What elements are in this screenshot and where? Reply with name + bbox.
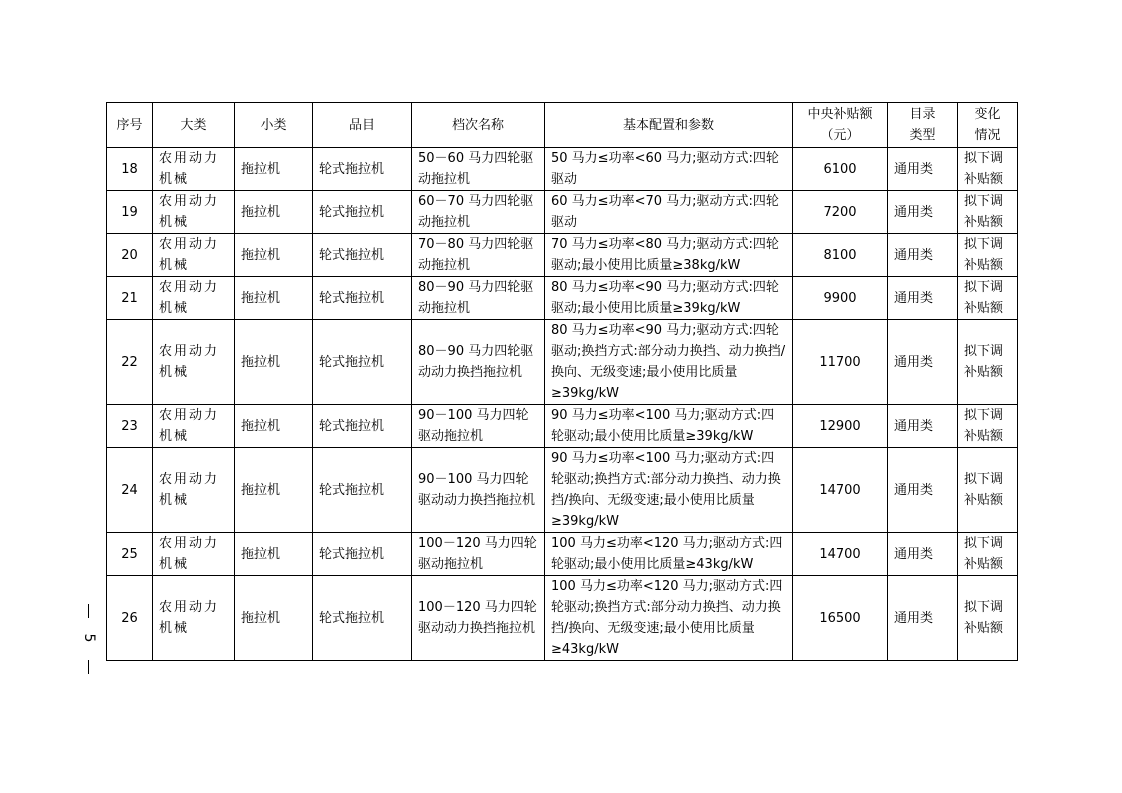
- cell-minor: 拖拉机: [235, 320, 313, 405]
- table-row: [107, 234, 1018, 277]
- header-change: [958, 103, 1018, 148]
- cell-seq: 21: [107, 277, 153, 320]
- header-seq: 序号: [107, 103, 153, 148]
- cell-minor: 拖拉机: [235, 405, 313, 448]
- cell-change: 拟下调补贴额: [958, 277, 1018, 320]
- cell-grade: 100－120 马力四轮驱动拖拉机: [412, 533, 545, 576]
- table-row: [107, 320, 1018, 405]
- cell-subsidy: 6100: [793, 148, 888, 191]
- cell-catalog: 通用类: [888, 448, 958, 533]
- cell-seq: 18: [107, 148, 153, 191]
- cell-minor: 拖拉机: [235, 148, 313, 191]
- cell-grade: 70－80 马力四轮驱动拖拉机: [412, 234, 545, 277]
- cell-grade: 90－100 马力四轮驱动动力换挡拖拉机: [412, 448, 545, 533]
- cell-config: 100 马力≤功率<120 马力;驱动方式:四轮驱动;最小使用比质量≥43kg/kW: [545, 533, 793, 576]
- cell-change: 拟下调补贴额: [958, 405, 1018, 448]
- table-row: [107, 448, 1018, 533]
- cell-seq: 25: [107, 533, 153, 576]
- table-row: [107, 191, 1018, 234]
- cell-item: 轮式拖拉机: [313, 533, 412, 576]
- cell-major: 农用动力机械: [153, 148, 235, 191]
- table-row: [107, 148, 1018, 191]
- cell-grade: 100－120 马力四轮驱动动力换挡拖拉机: [412, 576, 545, 661]
- cell-minor: 拖拉机: [235, 234, 313, 277]
- cell-subsidy: 8100: [793, 234, 888, 277]
- cell-seq: 22: [107, 320, 153, 405]
- header-change-line2: 情况: [974, 128, 1001, 143]
- header-change-line1: 变化: [974, 107, 1001, 122]
- header-catalog-line2: 类型: [909, 128, 936, 143]
- cell-config: 60 马力≤功率<70 马力;驱动方式:四轮驱动: [545, 191, 793, 234]
- cell-change: 拟下调补贴额: [958, 234, 1018, 277]
- cell-config: 90 马力≤功率<100 马力;驱动方式:四轮驱动;换挡方式:部分动力换挡、动力换挡/换向、无级变速;最小使用比质量≥39kg/kW: [545, 448, 793, 533]
- table-row: [107, 576, 1018, 661]
- cell-change: 拟下调补贴额: [958, 448, 1018, 533]
- cell-major: 农用动力机械: [153, 234, 235, 277]
- cell-minor: 拖拉机: [235, 448, 313, 533]
- header-subsidy: [793, 103, 888, 148]
- cell-item: 轮式拖拉机: [313, 576, 412, 661]
- cell-minor: 拖拉机: [235, 533, 313, 576]
- cell-major: 农用动力机械: [153, 191, 235, 234]
- header-major: 大类: [153, 103, 235, 148]
- cell-grade: 80－90 马力四轮驱动拖拉机: [412, 277, 545, 320]
- cell-subsidy: 12900: [793, 405, 888, 448]
- cell-grade: 50－60 马力四轮驱动拖拉机: [412, 148, 545, 191]
- cell-subsidy: 9900: [793, 277, 888, 320]
- cell-seq: 19: [107, 191, 153, 234]
- page-number-mark: [72, 604, 106, 674]
- page-number: 5: [81, 633, 97, 643]
- cell-item: 轮式拖拉机: [313, 320, 412, 405]
- table-body: [107, 148, 1018, 661]
- cell-subsidy: 14700: [793, 448, 888, 533]
- table-row: [107, 405, 1018, 448]
- cell-catalog: 通用类: [888, 405, 958, 448]
- cell-major: 农用动力机械: [153, 576, 235, 661]
- cell-grade: 80－90 马力四轮驱动动力换挡拖拉机: [412, 320, 545, 405]
- cell-seq: 26: [107, 576, 153, 661]
- header-catalog-line1: 目录: [909, 107, 936, 122]
- cell-minor: 拖拉机: [235, 576, 313, 661]
- cell-catalog: 通用类: [888, 148, 958, 191]
- cell-minor: 拖拉机: [235, 191, 313, 234]
- cell-config: 80 马力≤功率<90 马力;驱动方式:四轮驱动;最小使用比质量≥39kg/kW: [545, 277, 793, 320]
- cell-catalog: 通用类: [888, 234, 958, 277]
- cell-seq: 23: [107, 405, 153, 448]
- cell-config: 100 马力≤功率<120 马力;驱动方式:四轮驱动;换挡方式:部分动力换挡、动力换挡/换向、无级变速;最小使用比质量≥43kg/kW: [545, 576, 793, 661]
- cell-subsidy: 16500: [793, 576, 888, 661]
- table-row: [107, 277, 1018, 320]
- cell-major: 农用动力机械: [153, 533, 235, 576]
- cell-item: 轮式拖拉机: [313, 191, 412, 234]
- cell-catalog: 通用类: [888, 277, 958, 320]
- subsidy-table: [106, 102, 1018, 661]
- cell-config: 70 马力≤功率<80 马力;驱动方式:四轮驱动;最小使用比质量≥38kg/kW: [545, 234, 793, 277]
- cell-config: 50 马力≤功率<60 马力;驱动方式:四轮驱动: [545, 148, 793, 191]
- header-grade: 档次名称: [412, 103, 545, 148]
- cell-seq: 20: [107, 234, 153, 277]
- cell-seq: 24: [107, 448, 153, 533]
- cell-item: 轮式拖拉机: [313, 448, 412, 533]
- cell-config: 90 马力≤功率<100 马力;驱动方式:四轮驱动;最小使用比质量≥39kg/kW: [545, 405, 793, 448]
- cell-major: 农用动力机械: [153, 448, 235, 533]
- cell-change: 拟下调补贴额: [958, 191, 1018, 234]
- cell-item: 轮式拖拉机: [313, 148, 412, 191]
- cell-subsidy: 14700: [793, 533, 888, 576]
- header-item: 品目: [313, 103, 412, 148]
- table-row: [107, 533, 1018, 576]
- cell-major: 农用动力机械: [153, 320, 235, 405]
- cell-change: 拟下调补贴额: [958, 320, 1018, 405]
- cell-item: 轮式拖拉机: [313, 277, 412, 320]
- page-mark-dash-bottom: [88, 660, 89, 674]
- header-catalog: [888, 103, 958, 148]
- header-minor: 小类: [235, 103, 313, 148]
- cell-change: 拟下调补贴额: [958, 148, 1018, 191]
- cell-catalog: 通用类: [888, 533, 958, 576]
- header-subsidy-line2: （元）: [820, 128, 860, 143]
- cell-major: 农用动力机械: [153, 405, 235, 448]
- header-row: [107, 103, 1018, 148]
- cell-subsidy: 7200: [793, 191, 888, 234]
- header-subsidy-line1: 中央补贴额: [807, 107, 873, 122]
- cell-change: 拟下调补贴额: [958, 576, 1018, 661]
- header-config: 基本配置和参数: [545, 103, 793, 148]
- cell-grade: 60－70 马力四轮驱动拖拉机: [412, 191, 545, 234]
- cell-change: 拟下调补贴额: [958, 533, 1018, 576]
- cell-subsidy: 11700: [793, 320, 888, 405]
- cell-catalog: 通用类: [888, 320, 958, 405]
- cell-grade: 90－100 马力四轮驱动拖拉机: [412, 405, 545, 448]
- cell-item: 轮式拖拉机: [313, 234, 412, 277]
- cell-catalog: 通用类: [888, 576, 958, 661]
- cell-catalog: 通用类: [888, 191, 958, 234]
- cell-config: 80 马力≤功率<90 马力;驱动方式:四轮驱动;换挡方式:部分动力换挡、动力换挡/换向、无级变速;最小使用比质量≥39kg/kW: [545, 320, 793, 405]
- cell-item: 轮式拖拉机: [313, 405, 412, 448]
- cell-major: 农用动力机械: [153, 277, 235, 320]
- page-mark-dash-top: [88, 604, 89, 618]
- cell-minor: 拖拉机: [235, 277, 313, 320]
